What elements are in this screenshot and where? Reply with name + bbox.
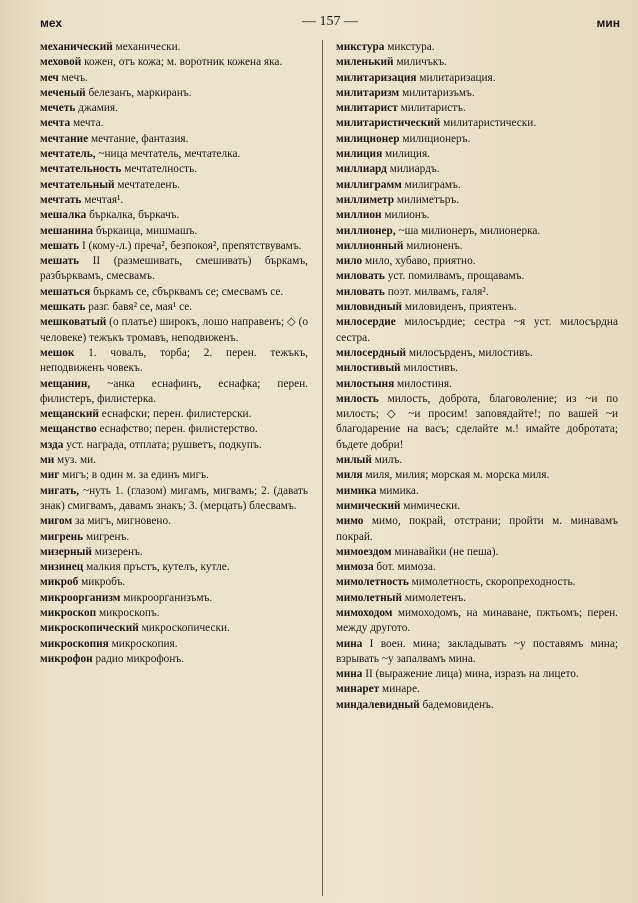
dictionary-entry: микрофон радио микрофонъ.: [40, 652, 185, 665]
headword: милитаризация: [336, 71, 417, 84]
headword: миловать: [336, 285, 385, 298]
dictionary-entry: мигать, ~нуть 1. (глазом) мигамъ, мигвамъ; 2. (давать знак) смигвамъ, давамъ знакъ; 3. (мерцать) блесвамъ.: [40, 484, 308, 512]
dictionary-entry: мимоездом минавайки (не пеша).: [336, 545, 499, 558]
dictionary-entry: милостивый милостивъ.: [336, 362, 459, 375]
dictionary-entry: мзда уст. награда, отплата; рушветъ, подкупъ.: [40, 438, 262, 451]
dictionary-entry: меховой кожен, отъ кожа; м. воротник кожена яка.: [40, 56, 283, 69]
headword: микрофон: [40, 652, 93, 665]
dictionary-entry: миллиметр милиметъръ.: [336, 193, 460, 206]
dictionary-entry: мигом за мигъ, мигновено.: [40, 515, 171, 528]
headword: мешаться: [40, 285, 91, 298]
dictionary-entry: мигрень мигренъ.: [40, 530, 130, 543]
headword: милитаризм: [336, 86, 400, 99]
headword: мигать,: [40, 484, 80, 497]
headword: миндалевидный: [336, 698, 420, 711]
headword: мечтательный: [40, 178, 115, 191]
headword: меч: [40, 71, 59, 84]
dictionary-entry: миловать уст. помилвамъ, прощавамъ.: [336, 270, 525, 283]
headword: мещанин,: [40, 377, 91, 390]
dictionary-entry: мило мило, хубаво, приятно.: [336, 255, 476, 268]
right-column: [336, 40, 618, 713]
dictionary-entry: мечта мечта.: [40, 117, 104, 130]
dictionary-entry: мещанство еснафство; перен. филистерство.: [40, 423, 258, 436]
dictionary-entry: мешать I (кому-л.) преча², безпокоя², препятствувамъ.: [40, 239, 302, 252]
dictionary-entry: мимо мимо, покрай, отстрани; пройти м. минавамъ покрай.: [336, 515, 618, 543]
headword: мешковатый: [40, 316, 107, 329]
dictionary-entry: мечтание мечтание, фантазия.: [40, 132, 189, 145]
dictionary-entry: меч мечъ.: [40, 71, 88, 84]
dictionary-entry: милитаризация милитаризация.: [336, 71, 496, 84]
headword: микроорганизм: [40, 591, 121, 604]
dictionary-entry: миловидный миловиденъ, приятенъ.: [336, 301, 517, 314]
headword: мешать: [40, 239, 80, 252]
headword: милостивый: [336, 362, 401, 375]
headword: миллион: [336, 209, 382, 222]
dictionary-entry: микроб микробъ.: [40, 576, 126, 589]
column-divider: [322, 40, 323, 896]
dictionary-entry: милосердный милосърденъ, милостивъ.: [336, 346, 533, 359]
headword: милый: [336, 454, 372, 467]
headword: мешок: [40, 346, 75, 359]
headword: мечеть: [40, 102, 76, 115]
headword: механический: [40, 41, 113, 53]
dictionary-columns: [40, 40, 620, 900]
headword: мимоездом: [336, 545, 392, 558]
headword: меховой: [40, 56, 82, 69]
headword: мзда: [40, 438, 64, 451]
dictionary-entry: милиционер милиционеръ.: [336, 132, 471, 145]
dictionary-entry: мешковатый (о платье) широкъ, лошо направенъ; ◇ (о человеке) тежъкъ тромавъ, неподвиженъ.: [40, 316, 308, 344]
dictionary-entry: миллиграмм милиграмъ.: [336, 178, 461, 191]
headword: мечтать: [40, 193, 82, 206]
dictionary-entry: мимолетность мимолетность, скоропреходность.: [336, 576, 576, 589]
headword: мещанство: [40, 423, 97, 436]
dictionary-entry: миллион милионъ.: [336, 209, 430, 222]
headword: микроскопия: [40, 637, 109, 650]
headword: мешанина: [40, 224, 94, 237]
headword: мимика: [336, 484, 377, 497]
header-first-word: мех: [40, 16, 63, 30]
dictionary-entry: мизерный мизеренъ.: [40, 545, 143, 558]
dictionary-entry: мимический мимически.: [336, 499, 461, 512]
headword: милитаристический: [336, 117, 441, 130]
headword: мимолетный: [336, 591, 402, 604]
dictionary-entry: мечеть джамия.: [40, 102, 118, 115]
headword: миг: [40, 469, 60, 482]
headword: мимоходом: [336, 606, 393, 619]
headword: милиция: [336, 148, 383, 161]
page-number: — 157 —: [302, 14, 358, 29]
dictionary-entry: милый милъ.: [336, 454, 403, 467]
dictionary-entry: миля миля, милия; морская м. морска миля.: [336, 469, 550, 482]
dictionary-entry: миллионный милионенъ.: [336, 239, 463, 252]
headword: мешкать: [40, 301, 86, 314]
headword: мимоза: [336, 561, 374, 574]
headword: мечтательность: [40, 163, 122, 176]
headword: минарет: [336, 683, 380, 696]
dictionary-entry: микроскопия микроскопия.: [40, 637, 178, 650]
dictionary-entry: милитарист милитаристъ.: [336, 102, 466, 115]
headword: мина: [336, 637, 363, 650]
headword: милосердный: [336, 346, 407, 359]
dictionary-entry: микстура микстура.: [336, 41, 435, 53]
headword: ми: [40, 454, 55, 467]
dictionary-entry: милосердие милосърдие; сестра ~я уст. милосърдна сестра.: [336, 316, 618, 344]
headword: мечтание: [40, 132, 89, 145]
dictionary-entry: мешалка бъркалка, бъркачъ.: [40, 209, 180, 222]
headword: мигом: [40, 515, 73, 528]
headword: миля: [336, 469, 363, 482]
dictionary-entry: мещанский еснафски; перен. филистерски.: [40, 408, 252, 421]
headword: микстура: [336, 41, 385, 53]
dictionary-entry: микроскопический микроскопически.: [40, 622, 230, 635]
headword: мимолетность: [336, 576, 409, 589]
dictionary-entry: мина II (выражение лица) мина, изразъ на лицето.: [336, 668, 579, 681]
dictionary-entry: мешок 1. човалъ, торба; 2. перен. тежъкъ, неподвиженъ човекъ.: [40, 346, 308, 375]
headword: миловидный: [336, 301, 403, 314]
headword: мечтатель,: [40, 148, 96, 161]
dictionary-entry: милость милость, доброта, благоволение; из ~и по милость; ◇ ~и просим! заповядайте!; по вашей ~и благодарение на васъ; сделайте м.! имайте добротата; бъдете добри!: [336, 392, 618, 451]
header-last-word: мин: [596, 16, 620, 30]
dictionary-entry: мечтатель, ~ница мечтатель, мечтателка.: [40, 148, 241, 161]
dictionary-entry: миллиард милиардъ.: [336, 163, 440, 176]
headword: милиционер: [336, 132, 400, 145]
dictionary-entry: мимоза бот. мимоза.: [336, 561, 436, 574]
headword: миллиграмм: [336, 178, 402, 191]
headword: миллиард: [336, 163, 387, 176]
headword: миллионный: [336, 239, 404, 252]
left-column: [40, 40, 308, 667]
headword: мизерный: [40, 545, 92, 558]
headword: микроб: [40, 576, 79, 589]
dictionary-entry: мимоходом мимоходомъ, на минаване, пжтьомъ; перен. между другото.: [336, 606, 618, 635]
dictionary-entry: мещанин, ~анка еснафинъ, еснафка; перен. филистеръ, филистерка.: [40, 377, 308, 405]
headword: мигрень: [40, 530, 84, 543]
dictionary-entry: миленький миличъкъ.: [336, 56, 447, 69]
dictionary-entry: минарет минаре.: [336, 683, 420, 696]
dictionary-entry: миг мигъ; в один м. за единъ мигъ.: [40, 469, 209, 482]
headword: меченый: [40, 86, 86, 99]
dictionary-entry: мечтательный мечтателенъ.: [40, 178, 181, 191]
headword: мечта: [40, 117, 71, 130]
headword: мещанский: [40, 408, 99, 421]
dictionary-entry: мимика мимика.: [336, 484, 419, 497]
dictionary-entry: ми муз. ми.: [40, 454, 96, 467]
dictionary-entry: миндалевидный бадемовиденъ.: [336, 698, 494, 711]
dictionary-entry: мина I воен. мина; закладывать ~у поставямъ мина; взрывать ~у запалвамъ мина.: [336, 637, 618, 665]
dictionary-entry: миллионер, ~ша милионеръ, милионерка.: [336, 224, 541, 237]
dictionary-entry: мешанина бъркаица, мишмашъ.: [40, 224, 198, 237]
headword: микроскоп: [40, 606, 97, 619]
dictionary-entry: миловать поэт. милвамъ, галя².: [336, 285, 489, 298]
dictionary-entry: меченый белезанъ, маркиранъ.: [40, 86, 192, 99]
dictionary-entry: милостыня милостиня.: [336, 377, 452, 390]
headword: мешать: [40, 255, 80, 268]
headword: миллиметр: [336, 193, 395, 206]
dictionary-entry: милитаризм милитаризъмъ.: [336, 86, 475, 99]
headword: мешалка: [40, 209, 87, 222]
dictionary-entry: милиция милиция.: [336, 148, 431, 161]
headword: мизинец: [40, 561, 84, 574]
dictionary-entry: микроорганизм микроорганизъмъ.: [40, 591, 213, 604]
dictionary-entry: мизинец малкия пръстъ, кутелъ, кутле.: [40, 561, 230, 574]
dictionary-entry: мешать II (размешивать, смешивать) бъркамъ, разбърквамъ, смесвамъ.: [40, 255, 308, 283]
headword: милитарист: [336, 102, 398, 115]
dictionary-entry: мешкать разг. бавя² се, мая¹ се.: [40, 301, 193, 314]
dictionary-entry: мечтательность мечтателность.: [40, 163, 198, 176]
page-header: [40, 12, 620, 34]
headword: миленький: [336, 56, 394, 69]
headword: мило: [336, 255, 363, 268]
headword: мина: [336, 668, 363, 681]
dictionary-entry: мимолетный мимолетенъ.: [336, 591, 466, 604]
headword: миллионер,: [336, 224, 396, 237]
dictionary-entry: микроскоп микроскопъ.: [40, 606, 160, 619]
headword: мимический: [336, 499, 401, 512]
dictionary-entry: механический механически.: [40, 41, 181, 53]
dictionary-entry: мечтать мечтая¹.: [40, 193, 124, 206]
headword: милосердие: [336, 316, 396, 329]
dictionary-entry: мешаться бъркамъ се, сбърквамъ се; смесвамъ се.: [40, 285, 284, 298]
headword: мимо: [336, 515, 364, 528]
headword: милость: [336, 392, 379, 405]
headword: милостыня: [336, 377, 395, 390]
headword: миловать: [336, 270, 385, 283]
dictionary-entry: милитаристический милитаристически.: [336, 117, 537, 130]
headword: микроскопический: [40, 622, 139, 635]
